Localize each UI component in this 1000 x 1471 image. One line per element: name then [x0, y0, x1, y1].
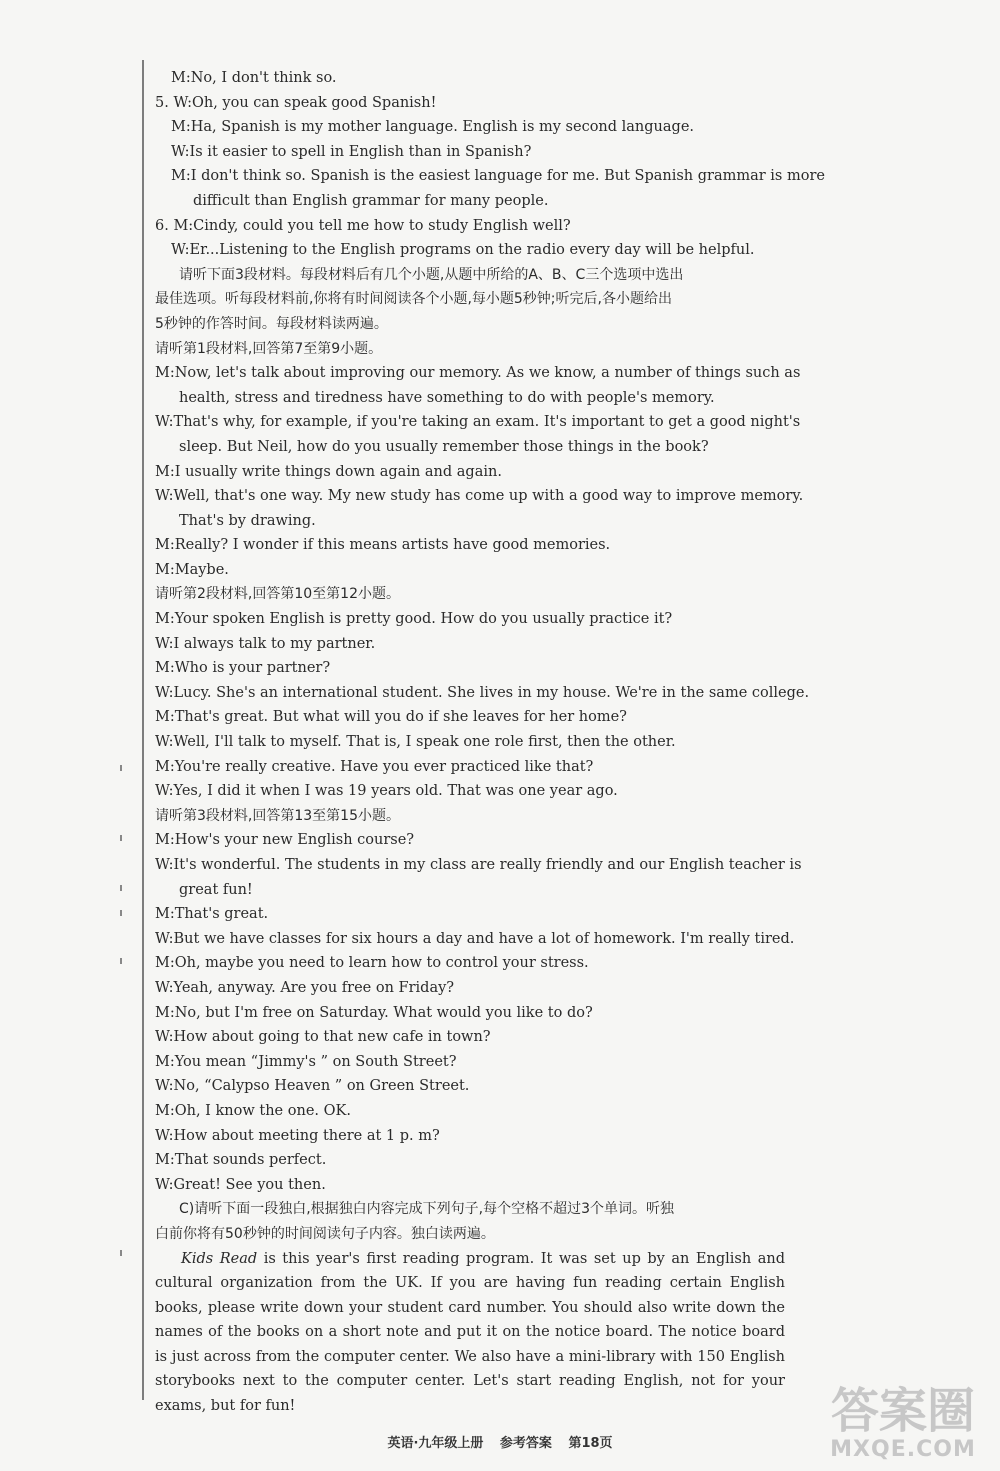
footer-section: 参考答案 [499, 1436, 552, 1451]
margin-mark [120, 885, 122, 891]
dialogue-line: W:Is it easier to spell in English than in Spanish? [171, 143, 532, 160]
margin-mark [120, 1250, 122, 1256]
dialogue-line: 6. M:Cindy, could you tell me how to study English well? [155, 217, 571, 234]
dialogue-line: W:No, “Calypso Heaven ” on Green Street. [155, 1078, 470, 1095]
binding-margin-line [142, 60, 144, 1400]
section-heading: 请听第2段材料,回答第10至第12小题。 [155, 586, 400, 603]
dialogue-line: M:I usually write things down again and again. [155, 463, 502, 480]
dialogue-line: W:Well, that's one way. My new study has come up with a good way to improve memory. [155, 488, 804, 505]
footer-subject: 英语·九年级上册 [387, 1436, 484, 1451]
margin-mark [120, 835, 122, 841]
section-heading: 请听第3段材料,回答第13至第15小题。 [155, 807, 400, 824]
dialogue-line: M:That's great. [155, 906, 269, 923]
monologue-paragraph [155, 1247, 785, 1419]
dialogue-line: W:It's wonderful. The students in my class are really friendly and our English teacher is [155, 857, 802, 873]
dialogue-line: M:Now, let's talk about improving our memory. As we know, a number of things such as [155, 365, 801, 382]
dialogue-line: M:No, I don't think so. [171, 70, 337, 86]
dialogue-line: M:You mean “Jimmy's ” on South Street? [155, 1053, 457, 1070]
dialogue-line: M:I don't think so. Spanish is the easiest language for me. But Spanish grammar is more [171, 168, 825, 185]
dialogue-line: W:Great! See you then. [155, 1176, 326, 1193]
transcript-body [155, 66, 825, 1419]
dialogue-line: W:How about going to that new cafe in town? [155, 1029, 491, 1046]
dialogue-line: W:Yes, I did it when I was 19 years old. That was one year ago. [155, 783, 618, 800]
dialogue-line: W:Well, I'll talk to myself. That is, I speak one role first, then the other. [155, 734, 676, 751]
instruction-line: 请听下面3段材料。每段材料后有几个小题,从题中所给的A、B、C三个选项中选出 [179, 266, 684, 283]
dialogue-line: M:Who is your partner? [155, 660, 331, 677]
dialogue-line: M:You're really creative. Have you ever practiced like that? [155, 758, 594, 775]
dialogue-line: difficult than English grammar for many people. [193, 192, 549, 209]
dialogue-line: W:Yeah, anyway. Are you free on Friday? [155, 979, 455, 996]
dialogue-line: M:No, but I'm free on Saturday. What would you like to do? [155, 1004, 593, 1021]
instruction-line: C)请听下面一段独白,根据独白内容完成下列句子,每个空格不超过3个单词。听独 [179, 1201, 675, 1218]
dialogue-line: sleep. But Neil, how do you usually remember those things in the book? [179, 438, 709, 455]
dialogue-line: W:How about meeting there at 1 p. m? [155, 1127, 440, 1144]
dialogue-line: W:But we have classes for six hours a day and have a lot of homework. I'm really tired. [155, 930, 795, 947]
dialogue-line: 5. W:Oh, you can speak good Spanish! [155, 94, 437, 111]
dialogue-line: That's by drawing. [179, 512, 316, 529]
dialogue-line: great fun! [179, 881, 253, 898]
instruction-line: 5秒钟的作答时间。每段材料读两遍。 [155, 315, 388, 332]
instruction-line: 白前你将有50秒钟的时间阅读句子内容。独白读两遍。 [155, 1225, 495, 1242]
watermark-url: MXQE.COM [830, 1437, 976, 1462]
dialogue-line: M:Oh, I know the one. OK. [155, 1102, 351, 1119]
dialogue-line: M:Really? I wonder if this means artists have good memories. [155, 537, 611, 554]
dialogue-line: W:Lucy. She's an international student. She lives in my house. We're in the same college. [155, 684, 810, 701]
margin-mark [120, 765, 122, 771]
dialogue-line: M:That's great. But what will you do if she leaves for her home? [155, 709, 627, 726]
dialogue-line: W:I always talk to my partner. [155, 635, 376, 652]
dialogue-line: health, stress and tiredness have something to do with people's memory. [179, 389, 715, 406]
dialogue-line: M:Oh, maybe you need to learn how to control your stress. [155, 955, 589, 972]
margin-mark [120, 910, 122, 916]
section-heading: 请听第1段材料,回答第7至第9小题。 [155, 340, 383, 357]
program-title: Kids Read [181, 1250, 258, 1267]
dialogue-line: M:How's your new English course? [155, 832, 415, 849]
instruction-line: 最佳选项。听每段材料前,你将有时间阅读各个小题,每小题5秒钟;听完后,各小题给出 [155, 291, 672, 308]
dialogue-line: W:Er...Listening to the English programs on the radio every day will be helpful. [171, 242, 755, 259]
dialogue-line: M:Maybe. [155, 561, 229, 578]
dialogue-line: W:That's why, for example, if you're taking an exam. It's important to get a good night's [155, 414, 801, 431]
margin-mark [120, 958, 122, 964]
monologue-text: is this year's first reading program. It was set up by an English and cultural organization from the UK. If you are having fun reading certain English books, please write down your student card number. You should also write down the names of the books on a short note and put it on the notice board. The notice board is just across from the computer center. We also have a mini-library with 150 English storybooks next to the computer center. Let's start reading English, not for your exams, but for fun! [155, 1250, 785, 1415]
dialogue-line: M:Ha, Spanish is my mother language. English is my second language. [171, 119, 695, 136]
dialogue-line: M:That sounds perfect. [155, 1152, 327, 1169]
watermark-glyphs: 答案圈 [830, 1383, 975, 1439]
footer-page-number: 第18页 [568, 1436, 613, 1451]
dialogue-line: M:Your spoken English is pretty good. How do you usually practice it? [155, 611, 673, 628]
watermark-logo [818, 1385, 988, 1465]
